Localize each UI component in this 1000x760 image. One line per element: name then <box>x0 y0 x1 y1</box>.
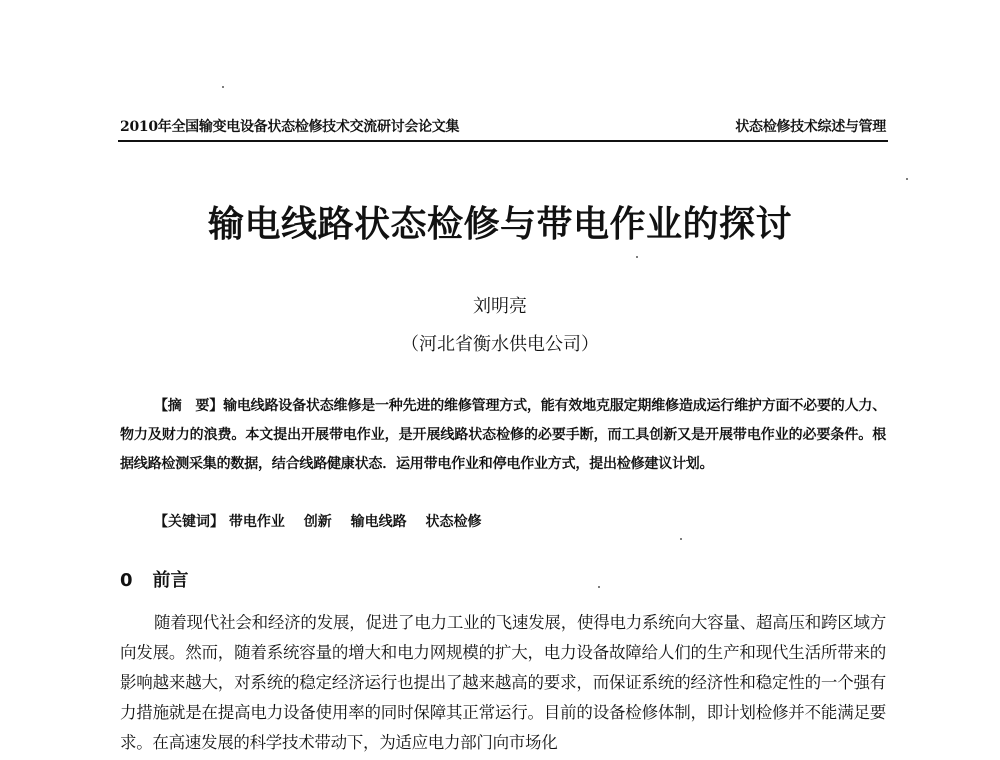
scan-speck <box>598 586 600 588</box>
section-number: 0 <box>120 570 133 591</box>
header-proceedings-title: 2010年全国输变电设备状态检修技术交流研讨会论文集 <box>120 119 460 135</box>
header-divider <box>118 140 888 142</box>
scan-speck <box>680 538 682 540</box>
keywords <box>154 510 854 534</box>
running-header <box>120 116 886 138</box>
scan-speck <box>636 256 638 258</box>
abstract-text: 输电线路设备状态维修是一种先进的维修管理方式，能有效地克服定期维修造成运行维护方面不必要的人力、物力及财力的浪费。本文提出开展带电作业，是开展线路状态检修的必要手断，而工具创新又是开展带电作业的必要条件。根据线路检测采集的数据，结合线路健康状态．运用带电作业和停电作业方式，提出检修建议计划。 <box>120 398 886 472</box>
section-title: 前言 <box>152 570 189 591</box>
body-paragraph: 随着现代社会和经济的发展，促进了电力工业的飞速发展，使得电力系统向大容量、超高压和跨区域方向发展。然而，随着系统容量的增大和电力网规模的扩大，电力设备故障给人们的生产和现代生活所带来的影响越来越大，对系统的稳定经济运行也提出了越来越高的要求，而保证系统的经济性和稳定性的一个强有力措施就是在提高电力设备使用率的同时保障其正常运行。目前的设备检修体制，即计划检修并不能满足要求。在高速发展的科学技术带动下，为适应电力部门向市场化 <box>120 613 886 752</box>
scan-speck <box>222 86 224 88</box>
author-name: 刘明亮 <box>473 296 527 317</box>
keyword-item: 带电作业 <box>228 514 285 530</box>
keyword-item: 状态检修 <box>425 514 482 530</box>
header-section-title: 状态检修技术综述与管理 <box>735 119 886 135</box>
author-affiliation: （河北省衡水供电公司） <box>401 334 599 355</box>
abstract-label: 【摘 要】 <box>154 398 224 414</box>
keywords-label: 【关键词】 <box>154 514 224 530</box>
section-heading <box>120 566 189 592</box>
keyword-item: 输电线路 <box>350 514 407 530</box>
abstract <box>120 392 886 479</box>
paper-title: 输电线路状态检修与带电作业的探讨 <box>207 204 792 245</box>
keyword-item: 创新 <box>303 514 332 530</box>
scan-speck <box>906 178 908 180</box>
